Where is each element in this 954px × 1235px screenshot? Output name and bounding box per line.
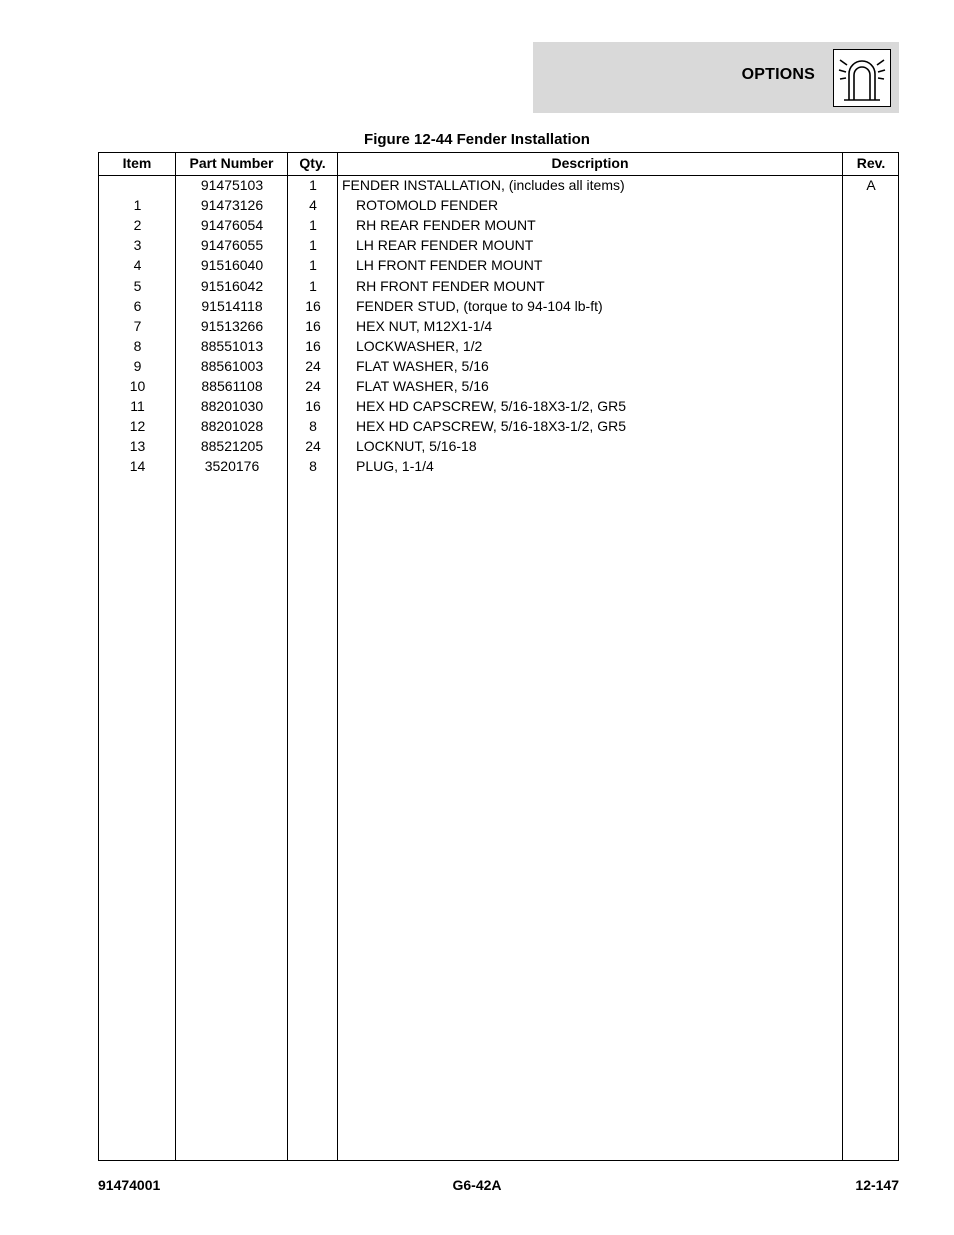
description-cell: FLAT WASHER, 5/16 (356, 378, 489, 394)
part-number-cell: 91473126 (200, 197, 264, 214)
part-number-cell: 88551013 (200, 337, 264, 354)
item-cell: 9 (133, 357, 142, 374)
part-number-cell: 88561108 (201, 378, 263, 394)
column-header-item: Item (122, 155, 152, 171)
description-cell: HEX HD CAPSCREW, 5/16-18X3-1/2, GR5 (356, 418, 626, 435)
item-cell: 2 (133, 217, 142, 234)
item-cell: 10 (129, 378, 146, 394)
item-cell: 13 (129, 438, 146, 455)
qty-cell: 16 (305, 297, 321, 314)
part-number-cell: 91513266 (200, 317, 264, 334)
part-number-cell: 88521205 (200, 438, 264, 455)
qty-cell: 8 (309, 458, 317, 475)
table-row (99, 396, 898, 416)
qty-cell: 8 (309, 418, 317, 435)
part-number-cell: 88201030 (200, 398, 264, 415)
item-cell: 12 (129, 418, 146, 435)
description-cell: FENDER INSTALLATION, (includes all items) (342, 177, 625, 193)
column-header-rev: Rev. (856, 155, 886, 171)
table-row (99, 255, 898, 275)
description-cell: FENDER STUD, (torque to 94-104 lb-ft) (356, 297, 603, 314)
table-row (99, 456, 898, 476)
item-cell: 5 (133, 277, 142, 294)
table-row (99, 296, 898, 316)
description-cell: LOCKNUT, 5/16-18 (356, 438, 477, 455)
part-number-cell: 91516042 (200, 277, 264, 294)
footer-document-number: 91474001 (98, 1177, 161, 1193)
description-cell: LH FRONT FENDER MOUNT (356, 257, 543, 274)
qty-cell: 24 (305, 378, 321, 394)
qty-cell: 1 (309, 217, 317, 234)
footer-model: G6-42A (452, 1177, 502, 1193)
description-cell: FLAT WASHER, 5/16 (356, 357, 489, 374)
part-number-cell: 88561003 (200, 357, 264, 374)
qty-cell: 1 (309, 237, 317, 254)
column-header-description: Description (551, 155, 629, 171)
description-cell: LH REAR FENDER MOUNT (356, 237, 534, 254)
table-row (99, 195, 898, 215)
table-row (99, 336, 898, 356)
parts-table (98, 152, 899, 1161)
part-number-cell: 88201028 (200, 418, 264, 435)
item-cell: 1 (133, 197, 142, 214)
qty-cell: 1 (309, 257, 317, 274)
item-cell: 14 (129, 458, 146, 475)
part-number-cell: 91476054 (200, 217, 264, 234)
description-cell: HEX NUT, M12X1-1/4 (356, 317, 493, 334)
qty-cell: 16 (305, 398, 321, 415)
description-cell: LOCKWASHER, 1/2 (356, 337, 483, 354)
table-row (99, 376, 898, 396)
qty-cell: 24 (305, 438, 321, 455)
description-cell: PLUG, 1-1/4 (356, 458, 434, 475)
part-number-cell: 3520176 (204, 458, 260, 475)
table-row (99, 235, 898, 255)
description-cell: HEX HD CAPSCREW, 5/16-18X3-1/2, GR5 (356, 398, 626, 415)
part-number-cell: 91475103 (200, 177, 264, 193)
description-cell: RH FRONT FENDER MOUNT (356, 277, 545, 294)
table-row (99, 215, 898, 235)
item-cell: 6 (133, 297, 142, 314)
section-title: OPTIONS (741, 66, 815, 83)
section-header (533, 42, 899, 113)
qty-cell: 4 (309, 197, 317, 214)
footer-page-number: 12-147 (855, 1177, 899, 1193)
item-cell: 11 (130, 398, 145, 415)
item-cell: 8 (133, 337, 142, 354)
qty-cell: 1 (309, 277, 317, 294)
item-cell: 3 (133, 237, 142, 254)
item-cell: 7 (133, 317, 142, 334)
table-row (99, 316, 898, 336)
rev-cell: A (866, 177, 876, 193)
qty-cell: 1 (309, 177, 317, 193)
part-number-cell: 91516040 (200, 257, 264, 274)
description-cell: RH REAR FENDER MOUNT (356, 217, 536, 234)
part-number-cell: 91514118 (201, 297, 263, 314)
qty-cell: 24 (305, 357, 321, 374)
column-header-part-number: Part Number (189, 155, 274, 171)
table-row (99, 416, 898, 436)
qty-cell: 16 (305, 337, 321, 354)
item-cell: 4 (133, 257, 142, 274)
figure-title: Figure 12-44 Fender Installation (364, 131, 590, 148)
table-row (99, 436, 898, 456)
column-header-qty: Qty. (299, 155, 326, 171)
table-row (99, 356, 898, 376)
part-number-cell: 91476055 (200, 237, 264, 254)
description-cell: ROTOMOLD FENDER (356, 197, 499, 214)
table-row (99, 276, 898, 296)
beacon-light-icon (833, 49, 891, 107)
qty-cell: 16 (305, 317, 321, 334)
table-row (99, 175, 898, 195)
